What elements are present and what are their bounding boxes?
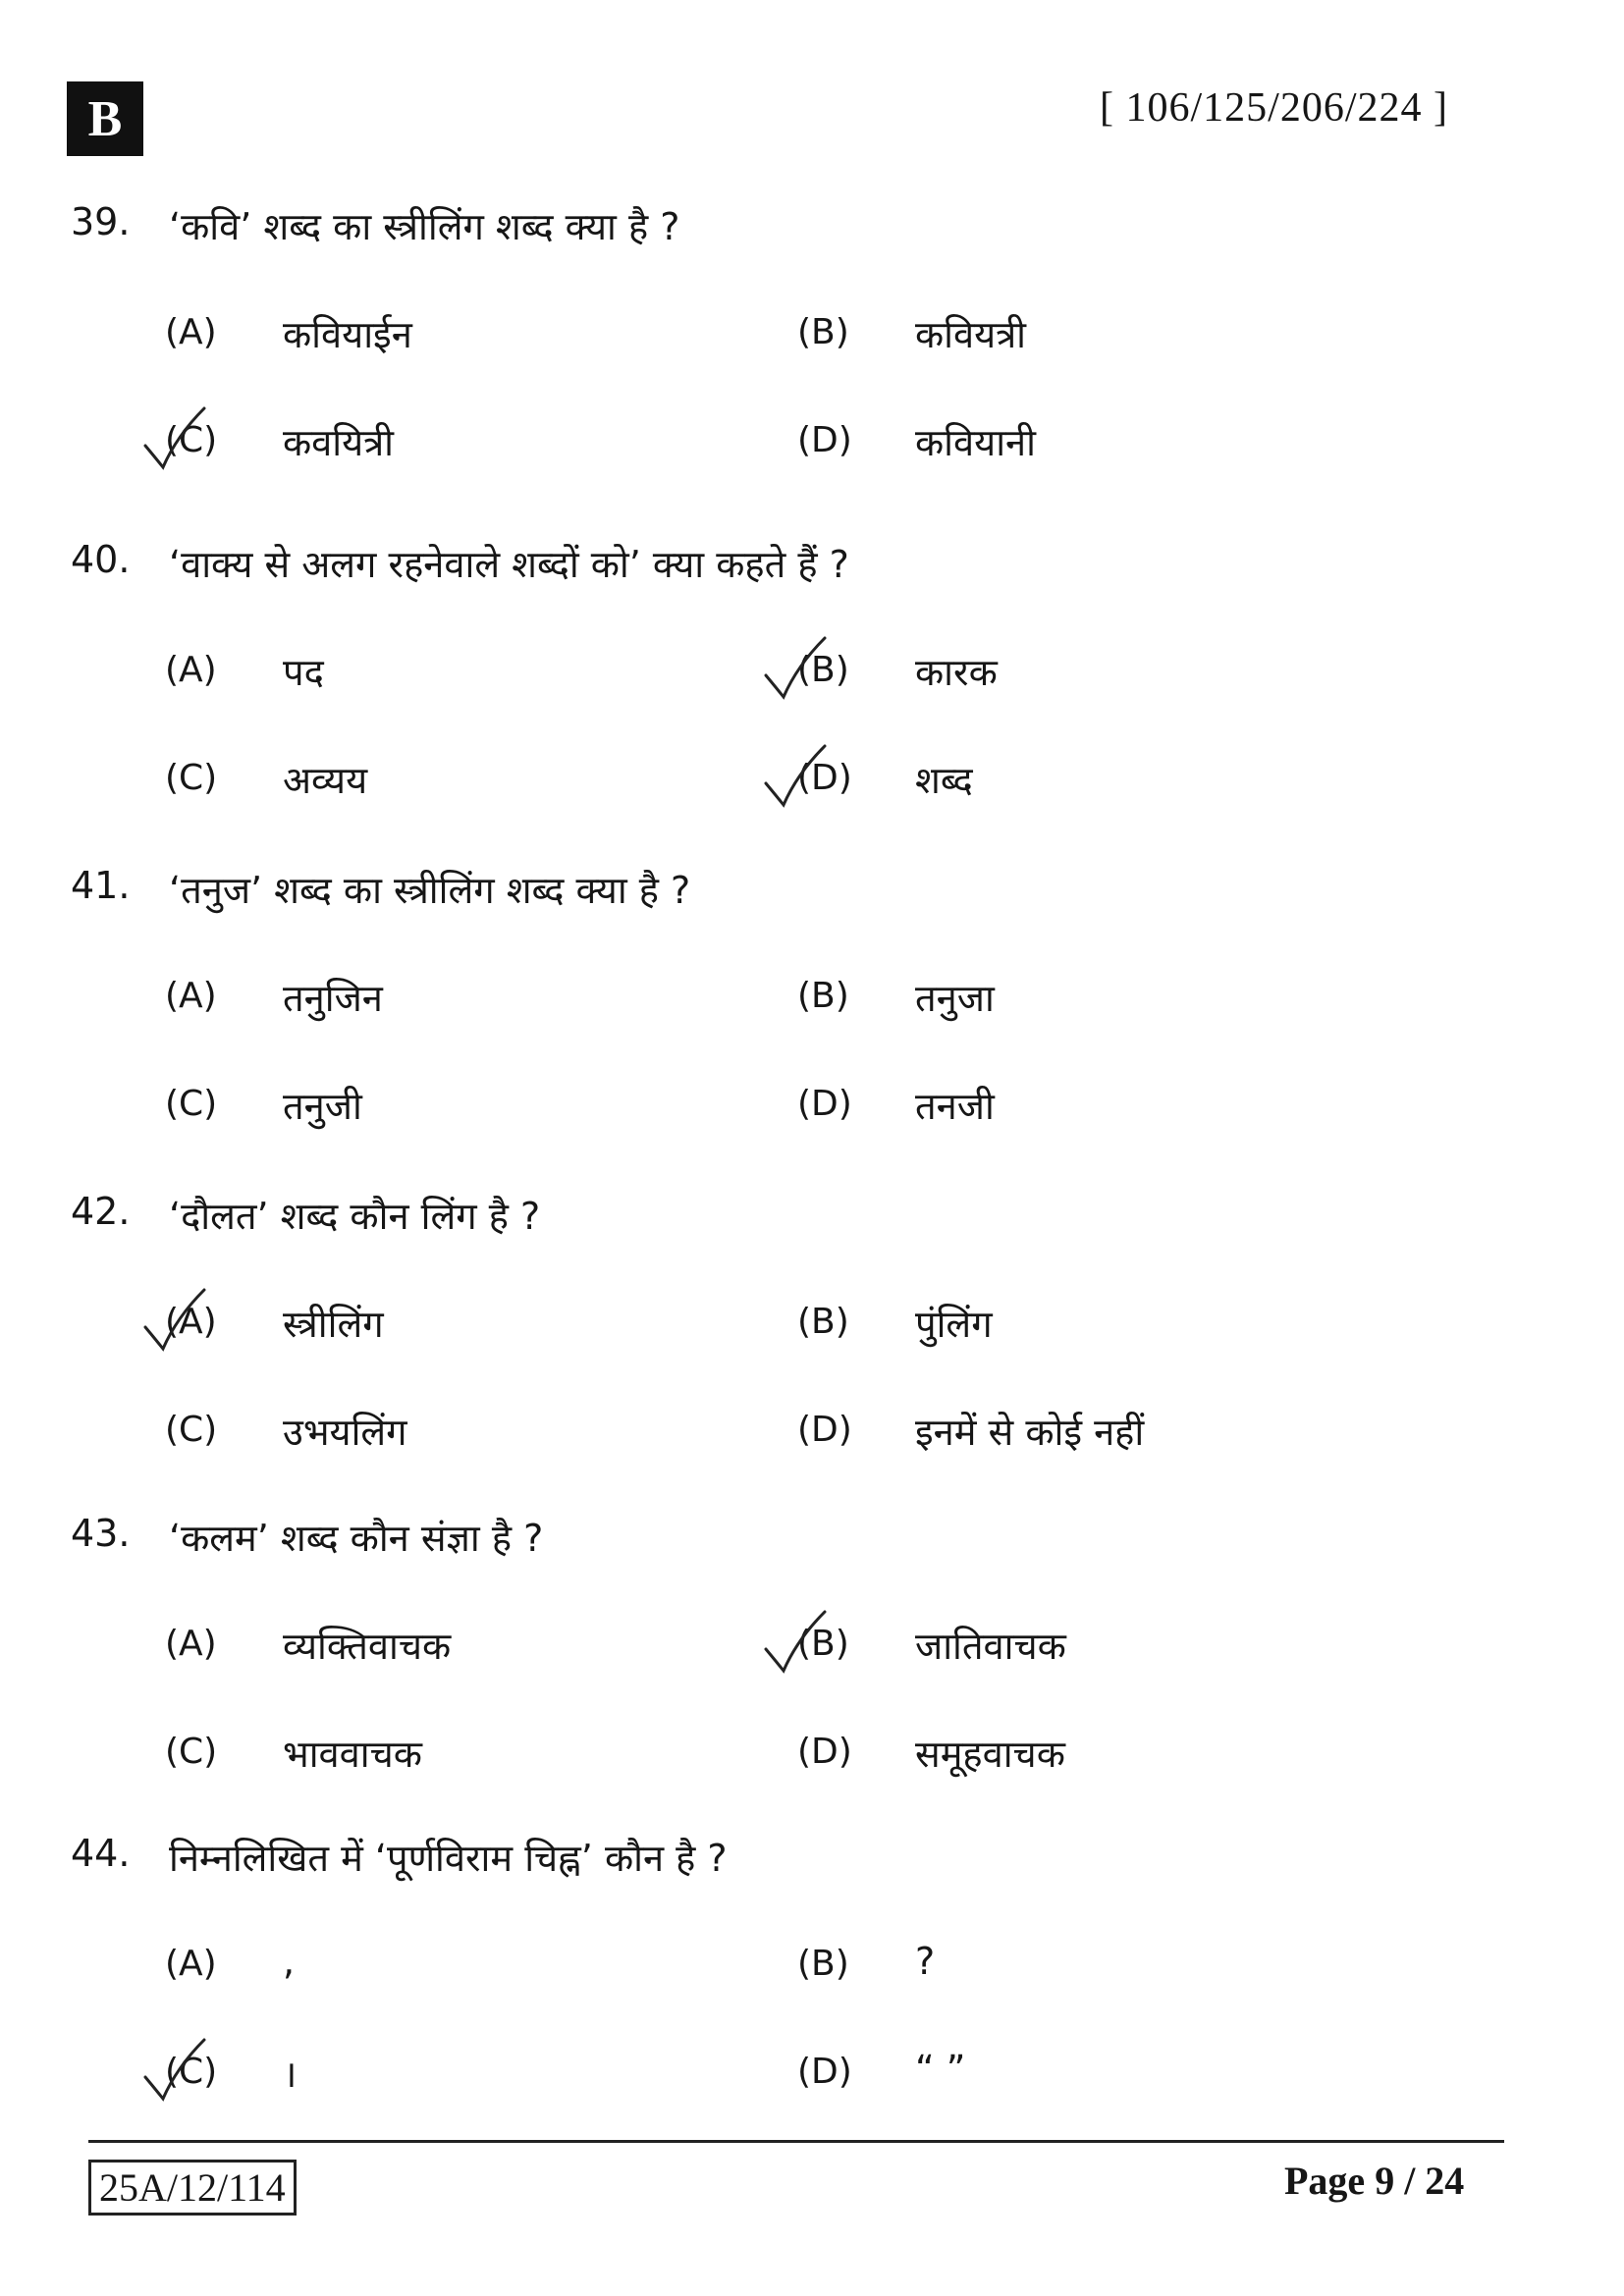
handwritten-tick-mark — [137, 1288, 226, 1357]
option-text[interactable]: कवयित्री — [283, 421, 395, 464]
option-letter[interactable]: (B) — [797, 1624, 849, 1664]
option-text[interactable]: उभयलिंग — [283, 1411, 407, 1454]
option-text[interactable]: पुंलिंग — [915, 1303, 993, 1346]
option-letter[interactable]: (C) — [165, 758, 218, 798]
option-letter[interactable]: (D) — [797, 2052, 852, 2092]
option-text[interactable]: स्त्रीलिंग — [283, 1303, 384, 1346]
handwritten-tick-mark — [137, 406, 226, 475]
question-text: ‘तनुज’ शब्द का स्त्रीलिंग शब्द क्या है ? — [169, 869, 691, 912]
option-text[interactable]: समूहवाचक — [915, 1733, 1065, 1776]
question-text: ‘कलम’ शब्द कौन संज्ञा है ? — [169, 1517, 544, 1560]
option-text[interactable]: व्यक्तिवाचक — [283, 1625, 452, 1668]
option-text[interactable]: “ ” — [915, 2048, 966, 2091]
option-letter[interactable]: (A) — [165, 312, 217, 352]
option-letter[interactable]: (A) — [165, 650, 217, 690]
option-text[interactable]: तनुजी — [283, 1085, 362, 1128]
option-text[interactable]: कवियत्री — [915, 313, 1027, 356]
option-text[interactable]: ? — [915, 1940, 936, 1983]
question-number: 40. — [71, 538, 131, 581]
option-letter[interactable]: (B) — [797, 312, 849, 352]
question-number: 43. — [71, 1512, 131, 1555]
option-text[interactable]: भाववाचक — [283, 1733, 422, 1776]
option-letter[interactable]: (B) — [797, 1944, 849, 1984]
option-letter[interactable]: (D) — [797, 420, 852, 460]
page-number: Page 9 / 24 — [1284, 2159, 1465, 2203]
option-text[interactable]: तनजी — [915, 1085, 995, 1128]
handwritten-tick-mark — [137, 2038, 226, 2107]
option-text[interactable]: इनमें से कोई नहीं — [915, 1411, 1145, 1454]
option-text[interactable]: । — [283, 2053, 298, 2096]
option-text[interactable]: कारक — [915, 651, 998, 694]
question-text: ‘वाक्य से अलग रहनेवाले शब्दों को’ क्या कहते हैं ? — [169, 543, 849, 586]
option-letter[interactable]: (B) — [797, 976, 849, 1016]
option-letter[interactable]: (A) — [165, 1302, 217, 1342]
option-letter[interactable]: (C) — [165, 420, 218, 460]
paper-code: [ 106/125/206/224 ] — [1100, 85, 1448, 131]
option-letter[interactable]: (A) — [165, 1624, 217, 1664]
question-text: ‘दौलत’ शब्द कौन लिंग है ? — [169, 1195, 541, 1238]
handwritten-tick-mark — [758, 1610, 846, 1679]
option-letter[interactable]: (D) — [797, 1410, 852, 1450]
option-text[interactable]: , — [283, 1940, 296, 1983]
option-text[interactable]: कवियाईन — [283, 313, 412, 356]
question-text: निम्नलिखित में ‘पूर्णविराम चिह्न’ कौन है ? — [169, 1837, 728, 1880]
option-letter[interactable]: (D) — [797, 1732, 852, 1772]
option-letter[interactable]: (D) — [797, 758, 852, 798]
option-text[interactable]: पद — [283, 651, 324, 694]
footer-divider — [88, 2140, 1504, 2143]
set-badge: B — [67, 81, 143, 156]
option-text[interactable]: शब्द — [915, 759, 973, 802]
option-letter[interactable]: (B) — [797, 1302, 849, 1342]
option-letter[interactable]: (C) — [165, 1410, 218, 1450]
handwritten-tick-mark — [758, 744, 846, 813]
option-letter[interactable]: (C) — [165, 1732, 218, 1772]
question-number: 39. — [71, 200, 131, 243]
option-text[interactable]: तनुजिन — [283, 977, 383, 1020]
option-letter[interactable]: (C) — [165, 2052, 218, 2092]
question-number: 44. — [71, 1832, 131, 1875]
option-text[interactable]: तनुजा — [915, 977, 995, 1020]
question-number: 41. — [71, 864, 131, 907]
option-text[interactable]: कवियानी — [915, 421, 1036, 464]
question-number: 42. — [71, 1190, 131, 1233]
booklet-code: 25A/12/114 — [88, 2160, 297, 2216]
option-letter[interactable]: (D) — [797, 1084, 852, 1124]
option-text[interactable]: जातिवाचक — [915, 1625, 1066, 1668]
handwritten-tick-mark — [758, 636, 846, 705]
option-letter[interactable]: (A) — [165, 976, 217, 1016]
option-text[interactable]: अव्यय — [283, 759, 368, 802]
option-letter[interactable]: (B) — [797, 650, 849, 690]
option-letter[interactable]: (C) — [165, 1084, 218, 1124]
option-letter[interactable]: (A) — [165, 1944, 217, 1984]
question-text: ‘कवि’ शब्द का स्त्रीलिंग शब्द क्या है ? — [169, 205, 680, 248]
